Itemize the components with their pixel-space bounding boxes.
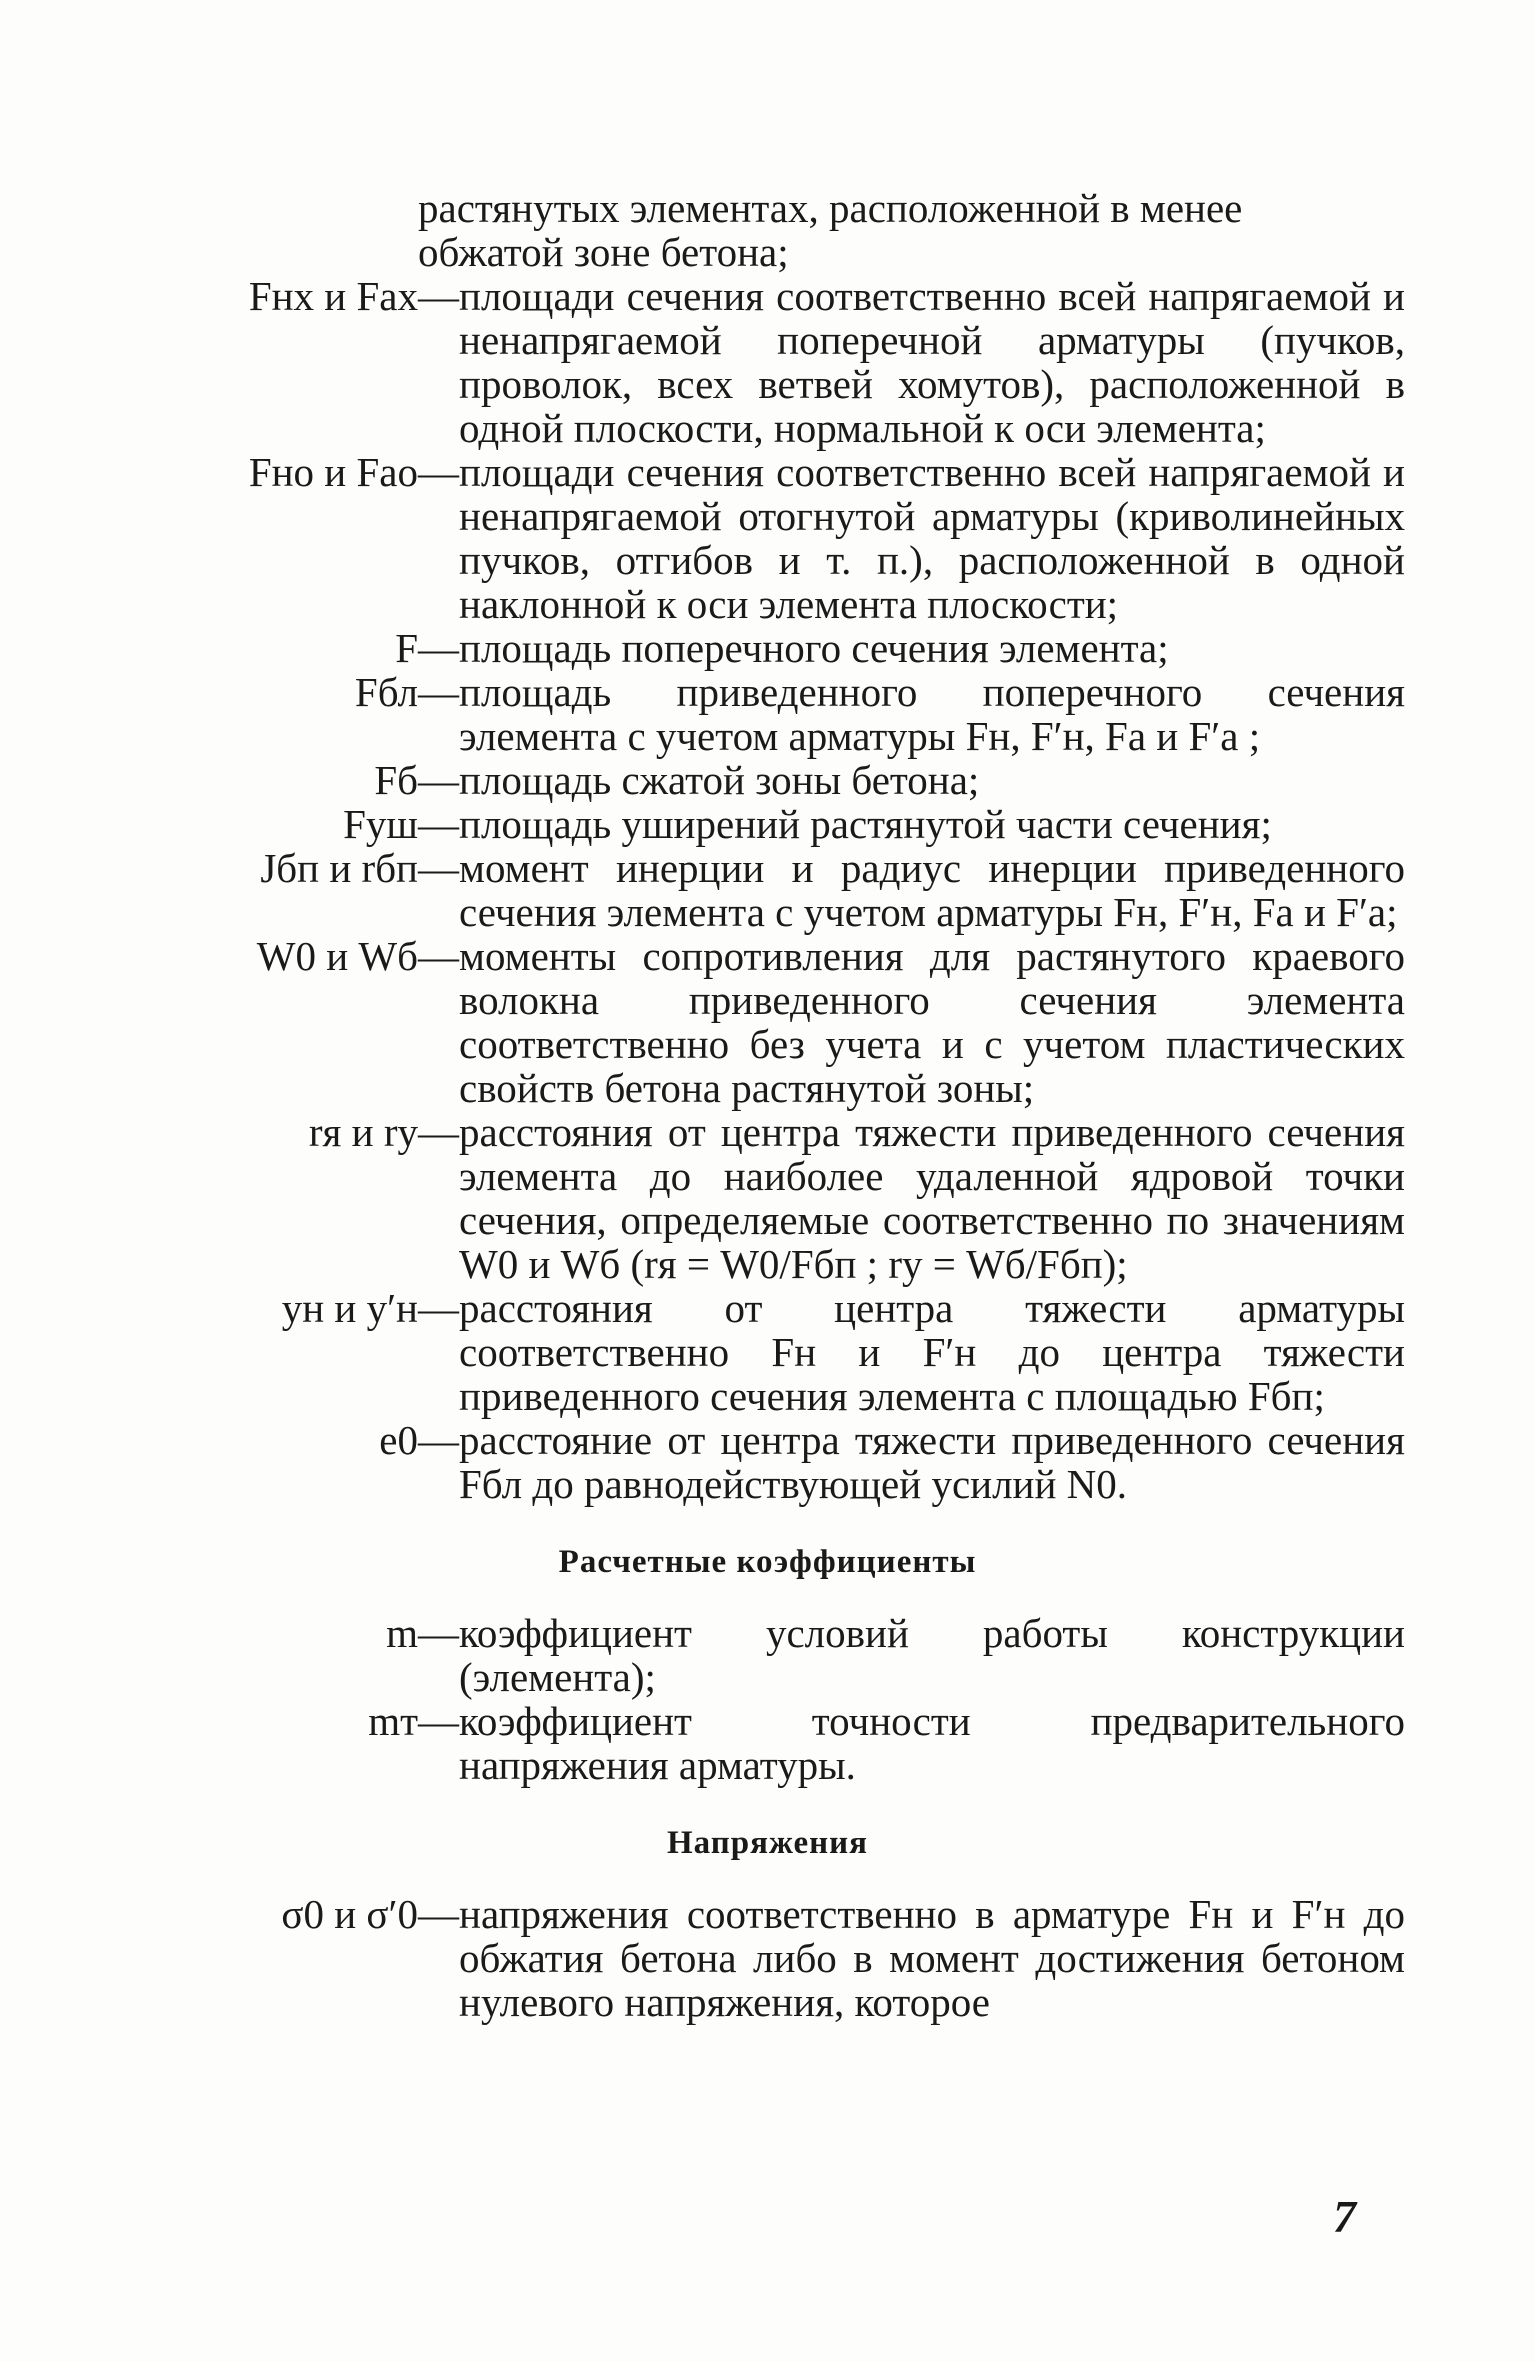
dash: —: [418, 1285, 459, 1331]
definition-text: площадь приведенного поперечного сечения элемента с учетом арматуры Fн, F′н, Fа и F′а ;: [459, 669, 1405, 759]
page-number: 7: [1333, 2191, 1356, 2242]
definition-row: [0, 670, 1535, 758]
intro-text: [0, 186, 1364, 274]
definition-term: mт: [368, 1698, 418, 1744]
definition-term: m: [386, 1610, 418, 1656]
definition-term: e0: [379, 1417, 418, 1463]
definition-text: момент инерции и радиус инерции приведенного сечения элемента с учетом арматуры Fн, F′н, Fа и F′а;: [459, 845, 1405, 935]
definition-text: площадь сжатой зоны бетона;: [459, 757, 980, 803]
definition-term: F: [395, 625, 418, 671]
dash: —: [418, 1417, 459, 1463]
definition-term: yн и y′н: [281, 1285, 418, 1331]
intro-line: растянутых элементах, расположенной в менее: [418, 185, 1243, 231]
definition-text: моменты сопротивления для растянутого краевого волокна приведенного сечения элемента соответственно без учета и с учетом пластических свойств бетона растянутой зоны;: [459, 933, 1405, 1111]
definition-term: Fб: [374, 757, 418, 803]
definition-text: расстояние от центра тяжести приведенного сечения Fбл до равнодействующей усилий N0.: [459, 1417, 1405, 1507]
definition-term: Fуш: [343, 801, 418, 847]
definition-term: W0 и Wб: [256, 933, 418, 979]
definition-text: площади сечения соответственно всей напрягаемой и ненапрягаемой поперечной арматуры (пучков, проволок, всех ветвей хомутов), расположенной в одной плоскости, нормальной к оси элемента;: [459, 273, 1405, 451]
definition-row: [0, 626, 1535, 670]
definition-text: площадь поперечного сечения элемента;: [459, 625, 1169, 671]
definition-text: расстояния от центра тяжести приведенного сечения элемента до наиболее удаленной ядровой точки сечения, определяемые соответственно по значениям W0 и Wб (rя = W0/Fбп ; rу = Wб/Fбп);: [459, 1109, 1405, 1287]
definition-term: rя и rу: [308, 1109, 418, 1155]
definition-row: [0, 934, 1535, 1110]
dash: —: [418, 1109, 459, 1155]
definitions-list: [0, 186, 1535, 2024]
definition-row: [0, 846, 1535, 934]
dash: —: [418, 449, 459, 495]
definition-term: Fно и Fао: [248, 449, 418, 495]
definition-term: Jбп и rбп: [260, 845, 418, 891]
definition-text: расстояния от центра тяжести арматуры соответственно Fн и F′н до центра тяжести приведенного сечения элемента с площадью Fбп;: [459, 1285, 1405, 1419]
dash: —: [418, 625, 459, 671]
definition-text: площадь уширений растянутой части сечения;: [459, 801, 1272, 847]
definition-row: [0, 450, 1535, 626]
definition-text: площади сечения соответственно всей напрягаемой и ненапрягаемой отогнутой арматуры (криволинейных пучков, отгибов и т. п.), расположенной в одной наклонной к оси элемента плоскости;: [459, 449, 1405, 627]
definition-term: σ0 и σ′0: [281, 1891, 418, 1937]
dash: —: [418, 1698, 459, 1744]
dash: —: [418, 845, 459, 891]
dash: —: [418, 669, 459, 715]
dash: —: [418, 1610, 459, 1656]
dash: —: [418, 1891, 459, 1937]
definition-row: [0, 1418, 1535, 1506]
definition-row: [0, 758, 1535, 802]
definition-text: напряжения соответственно в арматуре Fн и F′н до обжатия бетона либо в момент достижения бетоном нулевого напряжения, которое: [459, 1891, 1405, 2025]
dash: —: [418, 273, 459, 319]
definition-row: [0, 1611, 1535, 1699]
dash: —: [418, 933, 459, 979]
definition-row: [0, 1699, 1535, 1787]
intro-line: обжатой зоне бетона;: [418, 229, 789, 275]
definition-row: [0, 1286, 1535, 1418]
definition-row: [0, 802, 1535, 846]
section-heading: Напряжения: [667, 1825, 868, 1861]
dash: —: [418, 757, 459, 803]
definition-row: [0, 1892, 1535, 2024]
definition-text: коэффициент условий работы конструкции (элемента);: [459, 1610, 1405, 1700]
definition-term: Fнх и Fах: [248, 273, 418, 319]
section-heading: Расчетные коэффициенты: [558, 1544, 977, 1580]
definition-term: Fбл: [354, 669, 418, 715]
dash: —: [418, 801, 459, 847]
definition-row: [0, 1110, 1535, 1286]
definition-text: коэффициент точности предварительного напряжения арматуры.: [459, 1698, 1405, 1788]
definition-row: [0, 274, 1535, 450]
